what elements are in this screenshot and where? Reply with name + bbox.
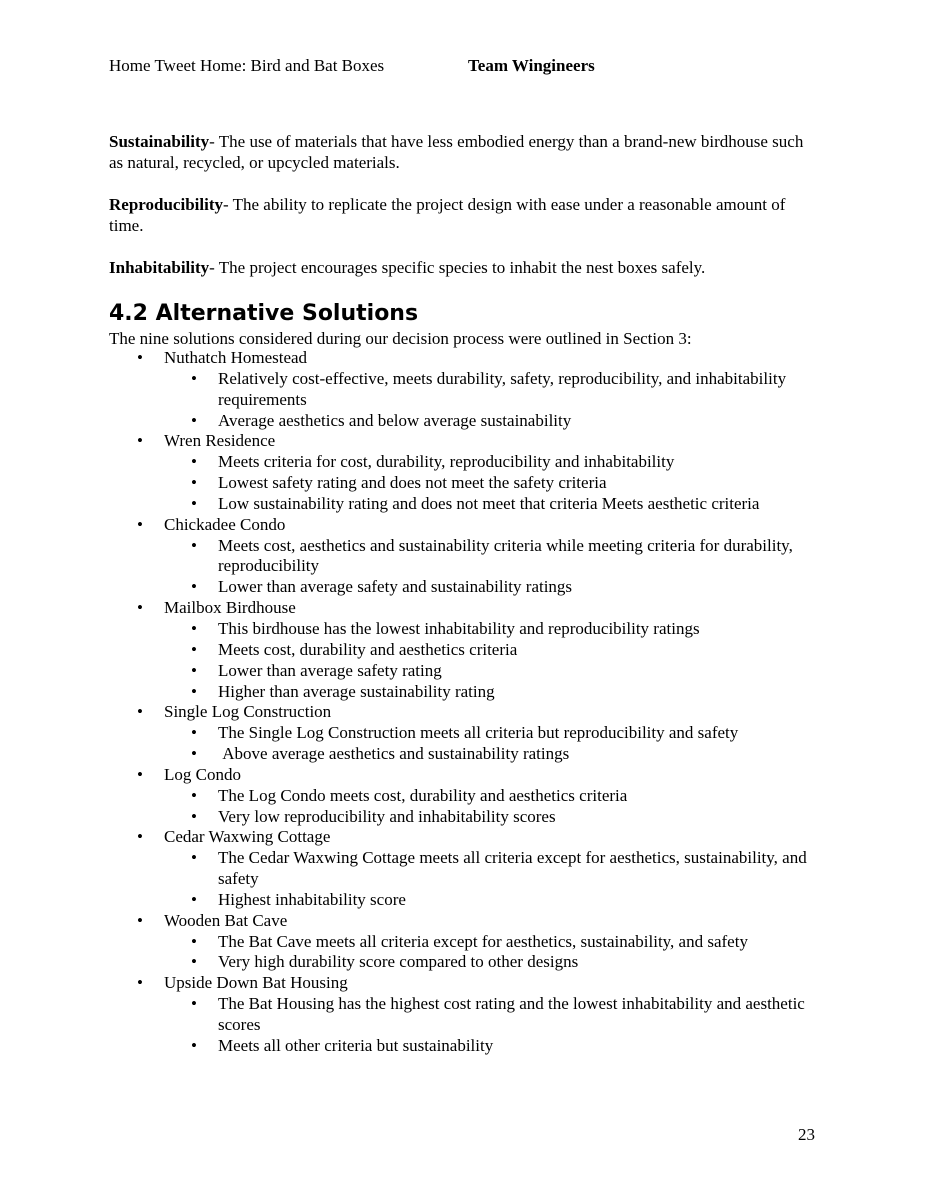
solution-point-text: The Cedar Waxwing Cottage meets all criteria except for aesthetics, sustainability, and safety [218, 848, 807, 889]
solution-point [164, 744, 821, 765]
solution-points [164, 848, 821, 911]
definition-inhabitability [109, 257, 821, 278]
solution-point [164, 952, 821, 973]
solution-name: Chickadee Condo [164, 514, 286, 534]
solution-point-text: Meets cost, durability and aesthetics criteria [218, 639, 518, 659]
section-heading: 4.2 Alternative Solutions [109, 301, 419, 326]
solution-point [164, 786, 821, 807]
solution-point-text: Above average aesthetics and sustainability ratings [218, 744, 570, 764]
solution-point-text: Average aesthetics and below average sustainability [218, 410, 572, 430]
definitions [109, 131, 821, 299]
solution-point [164, 411, 821, 432]
bullet-icon: • [137, 702, 143, 722]
solution-point [164, 452, 821, 473]
bullet-icon: • [137, 910, 143, 930]
solution-points [164, 932, 821, 974]
solution-point [164, 494, 821, 515]
solution-point [164, 890, 821, 911]
solution-point [164, 577, 821, 598]
bullet-icon: • [191, 535, 197, 555]
solution-points [164, 536, 821, 599]
solution-point-text: The Bat Cave meets all criteria except for aesthetics, sustainability, and safety [218, 931, 748, 951]
solution-point [164, 994, 821, 1036]
solution-points [164, 369, 821, 432]
solution-name: Mailbox Birdhouse [164, 598, 296, 618]
solution-point [164, 619, 821, 640]
solution-point-text: Very high durability score compared to other designs [218, 952, 579, 972]
definition-sustainability [109, 131, 821, 173]
solution-name: Log Condo [164, 764, 241, 784]
bullet-icon: • [191, 681, 197, 701]
header-title: Home Tweet Home: Bird and Bat Boxes [109, 56, 385, 75]
solutions-list [109, 348, 821, 1057]
bullet-icon: • [137, 973, 143, 993]
solution-point [164, 682, 821, 703]
solution-points [164, 786, 821, 828]
solution-name: Single Log Construction [164, 702, 332, 722]
bullet-icon: • [191, 639, 197, 659]
solution-point-text: Very low reproducibility and inhabitability scores [218, 806, 556, 826]
solution-name: Wooden Bat Cave [164, 910, 288, 930]
bullet-icon: • [191, 889, 197, 909]
solution-point-text: The Bat Housing has the highest cost rating and the lowest inhabitability and aesthetic scores [218, 994, 805, 1034]
bullet-icon: • [191, 493, 197, 513]
bullet-icon: • [191, 848, 197, 868]
solution-point-text: The Single Log Construction meets all criteria but reproducibility and safety [218, 723, 739, 743]
solution-point-text: Meets cost, aesthetics and sustainability criteria while meeting criteria for durability, reproducibility [218, 535, 793, 576]
solution-point [164, 369, 821, 411]
bullet-icon: • [137, 514, 143, 534]
bullet-icon: • [137, 764, 143, 784]
definition-term: Sustainability [109, 132, 210, 151]
bullet-icon: • [191, 577, 197, 597]
bullet-icon: • [191, 994, 197, 1014]
solution-point [164, 807, 821, 828]
bullet-icon: • [137, 827, 143, 847]
definition-term: Inhabitability [109, 258, 210, 277]
header-team-name: Team Wingineers [468, 56, 595, 75]
solution-item [109, 702, 821, 765]
solution-name: Cedar Waxwing Cottage [164, 827, 331, 847]
solution-item [109, 515, 821, 598]
solution-point-text: This birdhouse has the lowest inhabitability and reproducibility ratings [218, 618, 700, 638]
solution-point [164, 723, 821, 744]
bullet-icon: • [137, 598, 143, 618]
solution-point-text: Lowest safety rating and does not meet the safety criteria [218, 473, 607, 493]
solution-name: Upside Down Bat Housing [164, 973, 348, 993]
section-intro: The nine solutions considered during our decision process were outlined in Section 3: [109, 329, 692, 348]
solution-point-text: Meets criteria for cost, durability, reproducibility and inhabitability [218, 452, 675, 472]
definition-reproducibility [109, 194, 821, 236]
solution-name: Nuthatch Homestead [164, 348, 308, 367]
page-header [109, 55, 595, 77]
solution-points [164, 619, 821, 702]
bullet-icon: • [191, 660, 197, 680]
bullet-icon: • [191, 473, 197, 493]
solution-point-text: Relatively cost-effective, meets durability, safety, reproducibility, and inhabitability requirements [218, 368, 787, 409]
bullet-icon: • [191, 1035, 197, 1055]
solution-point-text: Higher than average sustainability rating [218, 681, 495, 701]
solution-item [109, 431, 821, 514]
bullet-icon: • [191, 723, 197, 743]
solution-point [164, 1036, 821, 1057]
solution-point-text: Lower than average safety and sustainability ratings [218, 577, 573, 597]
bullet-icon: • [191, 952, 197, 972]
solution-item [109, 973, 821, 1056]
solution-point [164, 661, 821, 682]
solution-points [164, 723, 821, 765]
solution-name: Wren Residence [164, 431, 276, 451]
solution-point [164, 932, 821, 953]
definition-term: Reproducibility [109, 195, 223, 214]
bullet-icon: • [191, 785, 197, 805]
solution-point-text: Meets all other criteria but sustainability [218, 1035, 494, 1055]
solution-points [164, 994, 821, 1057]
solution-point [164, 640, 821, 661]
bullet-icon: • [191, 931, 197, 951]
bullet-icon: • [191, 618, 197, 638]
bullet-icon: • [191, 410, 197, 430]
page-number: 23 [798, 1125, 815, 1144]
solution-point [164, 848, 821, 890]
definition-text: - The use of materials that have less embodied energy than a brand-new birdhouse such as natural, recycled, or upcycled materials. [109, 132, 804, 172]
bullet-icon: • [191, 806, 197, 826]
bullet-icon: • [191, 744, 197, 764]
definition-text: - The project encourages specific species to inhabit the nest boxes safely. [209, 258, 706, 277]
solution-item [109, 598, 821, 702]
solution-point-text: Low sustainability rating and does not meet that criteria Meets aesthetic criteria [218, 493, 760, 513]
solution-item [109, 827, 821, 910]
solution-point [164, 536, 821, 578]
bullet-icon: • [137, 431, 143, 451]
solution-point-text: Highest inhabitability score [218, 889, 406, 909]
bullet-icon: • [191, 452, 197, 472]
solution-point [164, 473, 821, 494]
solution-item [109, 765, 821, 828]
definition-text: - The ability to replicate the project design with ease under a reasonable amount of time. [109, 195, 786, 235]
solution-point-text: The Log Condo meets cost, durability and aesthetics criteria [218, 785, 628, 805]
solution-item [109, 348, 821, 431]
bullet-icon: • [191, 368, 197, 388]
bullet-icon: • [137, 348, 143, 367]
solution-item [109, 911, 821, 974]
solution-points [164, 452, 821, 515]
solution-point-text: Lower than average safety rating [218, 660, 442, 680]
